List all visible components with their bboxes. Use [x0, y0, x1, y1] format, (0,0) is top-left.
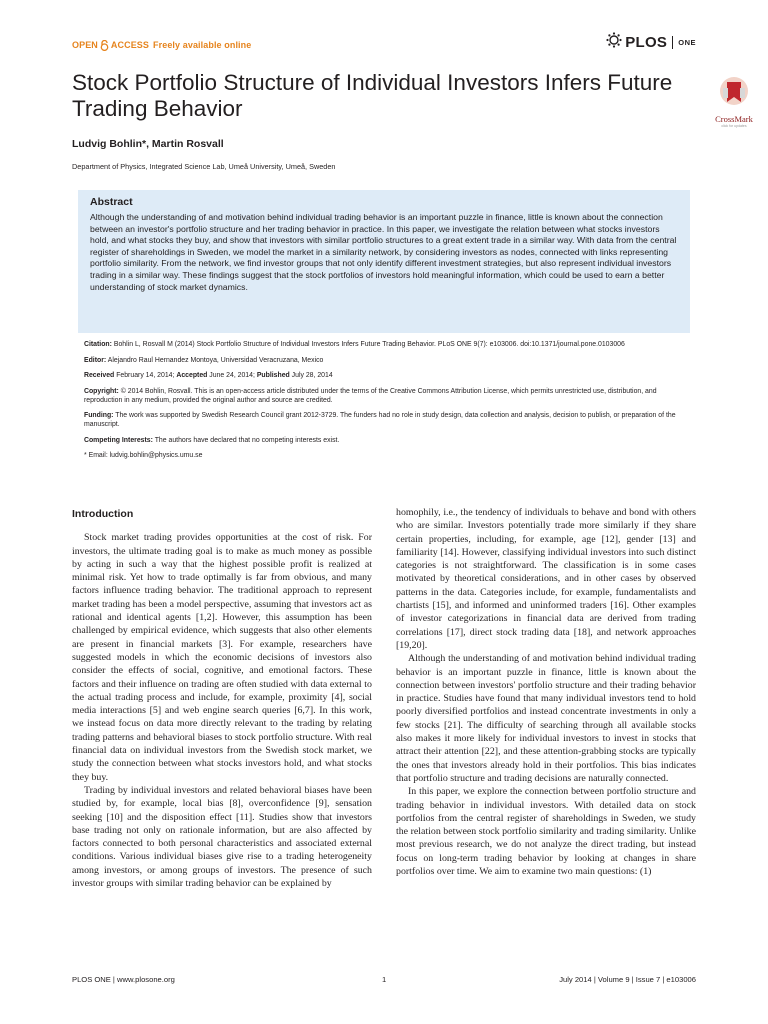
article-metadata: [84, 340, 684, 467]
published-date: July 28, 2014: [291, 372, 333, 379]
accepted-label: Accepted: [176, 372, 208, 379]
funding-line: [84, 411, 684, 429]
body-paragraph: Although the understanding of and motivation behind individual trading behavior is an important puzzle in finance, little is known about the connection between investors' portfolio structure and their trading behavior in practice. Studies have found that many individual investors tend to hold poorly diversified portfolios and instead concentrate investments in only a few stocks [21]. The difficulty of searching through all available stocks also makes it more likely for individual investors to invest in stocks that attract their attention [22], and these attention-grabbing stocks are typically the ones that investors already hold in their portfolios. This bias indicates that portfolio structure and trading decisions are naturally connected.: [396, 653, 696, 784]
body-paragraph: Stock market trading provides opportunities at the cost of risk. For investors, the ultimate trading goal is to make as much money as possible by acting in such a way that the highest possible profit is realized at minimal risk. Yet how to trade optimally is far from obvious, and many factors influence trading behavior. The traditional approach to represent market trading has been a model perspective, assuming that investors act as rational and identical agents [1,2]. However, this assumption has been challenged by empirical evidence, which suggests that also other elements are present in financial markets [3]. For example, researchers have suggested models in which the economic decisions of investors also consider the effects of social, cognitive, and emotional factors. These factors and their influence on trading are often studied with data external to the actual trading process and include, for example, proximity [4], social media interactions [5] and web engine search queries [6,7]. In this work, we instead focus on data more directly relevant to the trading by relating trading patterns and behavioral biases to stock portfolio structure. With real financial data on individual investors from the Swedish stock market, we study the connection between what stocks investors hold, and what stocks they buy.: [72, 532, 372, 783]
introduction-heading: Introduction: [72, 508, 134, 520]
plos-wordmark: PLOS: [625, 33, 668, 51]
article-title: Stock Portfolio Structure of Individual Investors Infers Future Trading Behavior: [72, 70, 673, 121]
open-label: OPEN: [72, 40, 98, 50]
editor-text: Alejandro Raul Hernandez Montoya, Universidad Veracruzana, Mexico: [107, 356, 324, 364]
crossmark-label: CrossMark: [715, 114, 753, 124]
abstract-heading: Abstract: [90, 196, 133, 208]
plos-one-logo: [606, 34, 696, 50]
footer-issue: July 2014 | Volume 9 | Issue 7 | e103006: [559, 975, 696, 984]
crossmark-badge[interactable]: [708, 76, 760, 128]
funding-label: Funding:: [84, 412, 114, 419]
open-lock-icon: [100, 40, 109, 51]
funding-text: The work was supported by Swedish Research Council grant 2012-3729. The funders had no role in study design, data collection and analysis, decision to publish, or preparation of the manuscript.: [84, 412, 676, 428]
dates-line: [84, 371, 684, 380]
plos-sun-icon: [606, 32, 622, 53]
body-right-column: [396, 506, 696, 878]
access-label: ACCESS: [110, 40, 150, 50]
abstract-text: Although the understanding of and motivation behind individual trading behavior is an important puzzle in finance, little is known about the connection between an investor's portfolio structure and her trading behavior in practice. In this paper, we investigate the relation between what stocks investors hold, and what stocks they buy, and show that investors with similar portfolio structures to a great extent trade in a similar way. With data from the central register of shareholdings in Sweden, we model the market in a similarity network, by considering investors as nodes, connected with links representing portfolio similarity. From the network, we find investor groups that not only identify different investment strategies, but also represent individual investors trading in a similar way. These findings suggest that the stock portfolios of investors hold meaningful information, which could be used to earn a better understanding of stock market dynamics.: [90, 212, 677, 292]
author-affiliation: Department of Physics, Integrated Science Lab, Umeå University, Umeå, Sweden: [72, 162, 336, 171]
open-access-banner: [72, 38, 251, 52]
abstract-box: [78, 190, 690, 333]
competing-line: [84, 436, 684, 445]
logo-divider: [672, 36, 673, 49]
citation-line: [84, 340, 684, 349]
author-list: Ludvig Bohlin*, Martin Rosvall: [72, 138, 224, 150]
crossmark-sub: click for updates: [721, 124, 747, 128]
copyright-text: © 2014 Bohlin, Rosvall. This is an open-access article distributed under the terms of the Creative Commons Attribution License, which permits unrestricted use, distribution, and reproduction in any medium, provided the original author and source are credited.: [84, 387, 657, 404]
received-date: February 14, 2014;: [116, 372, 175, 379]
accepted-date: June 24, 2014;: [209, 372, 255, 379]
citation-label: Citation:: [84, 341, 112, 348]
editor-line: [84, 356, 684, 365]
body-left-column: [72, 508, 372, 890]
published-label: Published: [256, 372, 290, 379]
citation-text: Bohlin L, Rosvall M (2014) Stock Portfolio Structure of Individual Investors Infers Future Trading Behavior. PLoS ONE 9(7): e103006. doi:10.1371/journal.pone.0103006: [113, 341, 625, 348]
crossmark-icon: [719, 95, 749, 112]
one-wordmark: ONE: [678, 37, 696, 47]
freely-available-label: Freely available online: [153, 40, 252, 50]
received-label: Received: [84, 372, 115, 379]
competing-label: Competing Interests:: [84, 436, 153, 444]
page-number: 1: [382, 975, 387, 984]
email-line[interactable]: * Email: ludvig.bohlin@physics.umu.se: [84, 452, 203, 459]
body-paragraph: Trading by individual investors and related behavioral biases have been studied by, for example, local bias [8], overconfidence [9], sensation seeking [10] and the disposition effect [11]. Studies show that investors base trading not only on rationale information, but are also affected by factors connected to both personal characteristics and associated external conditions. Various individual biases give rise to a trading heterogeneity among investors, or among groups of investors. The presence of such investor groups with similar trading behavior can be explained by: [72, 784, 372, 890]
copyright-label: Copyright:: [84, 387, 119, 395]
footer-journal: PLOS ONE | www.plosone.org: [72, 975, 175, 984]
body-paragraph: homophily, i.e., the tendency of individuals to behave and bond with others who are similar. Investors potentially trade more similarly if they share certain properties, including, for example, age [12], gender [13] and familiarity [14]. However, classifying individual investors into such distinct categories is not straightforward. The classification is in some cases motivated by theoretical considerations, and in other cases by observed patterns in the data. Categories include, for example, fundamentalists and chartists [15], and informed and uninformed traders [16]. Other examples of investor categorizations in financial data are derived from trading correlations [17], direct stock trading data [18], and network approaches [19,20].: [396, 507, 696, 651]
editor-label: Editor:: [84, 356, 107, 364]
competing-text: The authors have declared that no competing interests exist.: [154, 436, 340, 444]
copyright-line: [84, 387, 684, 405]
body-paragraph: In this paper, we explore the connection between portfolio structure and trading behavior in individual investors. With detailed data on stock portfolios from the central register of shareholdings in Sweden, we study the relation between stock portfolio similarity and trading similarity. Unlike most previous research, we do not analyze the direct trading, but instead focus on long-term trading behavior by looking at changes in share portfolios over time. We aim to examine two main questions: (1): [396, 786, 696, 878]
